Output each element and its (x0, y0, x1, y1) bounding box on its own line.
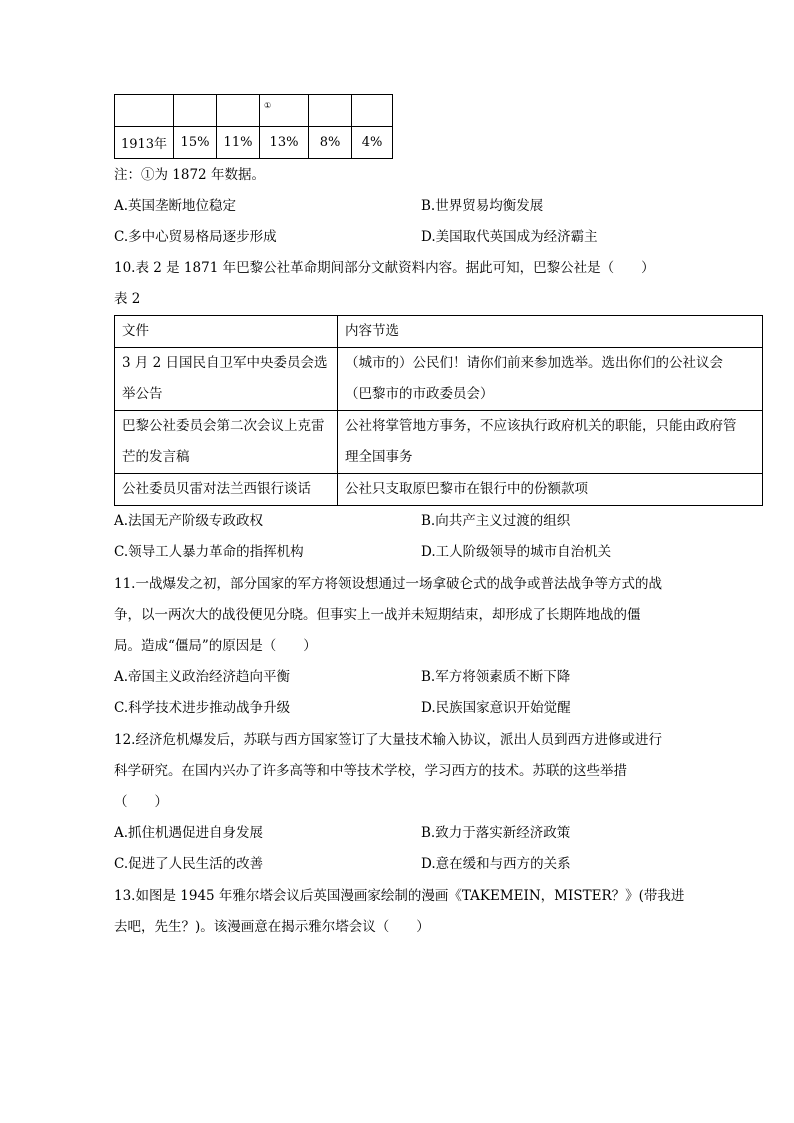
table-row (115, 127, 393, 159)
table-cell: 4% (352, 127, 393, 159)
q12-stem-line: （ ） (114, 794, 168, 810)
table-cell (115, 95, 174, 127)
q13-stem-line: 13.如图是 1945 年雅尔塔会议后英国漫画家绘制的漫画《TAKEMEIN，MISTER？》(带我进 (114, 888, 685, 904)
content-cell: 公社只支取原巴黎市在银行中的份额款项 (338, 474, 763, 506)
paris-commune-table (114, 315, 763, 506)
q12-option-a: A.抓住机遇促进自身发展 (114, 825, 264, 841)
q11-option-a: A.帝国主义政治经济趋向平衡 (114, 669, 291, 685)
table-cell (174, 95, 217, 127)
q11-option-b: B.军方将领素质不断下降 (421, 669, 571, 685)
table-cell: 15% (174, 127, 217, 159)
q10-option-b: B.向共产主义过渡的组织 (421, 513, 571, 529)
q9-option-b: B.世界贸易均衡发展 (421, 198, 544, 214)
table-cell (260, 95, 309, 127)
q10-option-a: A.法国无产阶级专政政权 (114, 513, 264, 529)
column-header-content: 内容节选 (338, 316, 763, 348)
table-cell: 8% (309, 127, 352, 159)
q12-stem-line: 12.经济危机爆发后，苏联与西方国家签订了大量技术输入协议，派出人员到西方进修或进行 (114, 732, 662, 748)
q12-option-b: B.致力于落实新经济政策 (421, 825, 571, 841)
q10-option-d: D.工人阶级领导的城市自治机关 (421, 544, 612, 560)
content-cell: 公社将掌管地方事务，不应该执行政府机关的职能，只能由政府管 理全国事务 (338, 411, 763, 474)
document-cell: 巴黎公社委员会第二次会议上克雷 芒的发言稿 (115, 411, 338, 474)
table-row (115, 474, 763, 506)
table-cell (352, 95, 393, 127)
q9-option-a: A.英国垄断地位稳定 (114, 198, 237, 214)
footnote-marker: ① (264, 100, 272, 110)
table-header-row (115, 316, 763, 348)
column-header-document: 文件 (115, 316, 338, 348)
table-row (115, 411, 763, 474)
table-cell: 1913年 (115, 127, 174, 159)
q13-stem-line: 去吧，先生？)。该漫画意在揭示雅尔塔会议（ ） (114, 919, 430, 935)
table-cell (217, 95, 260, 127)
q9-option-c: C.多中心贸易格局逐步形成 (114, 229, 277, 245)
q11-option-c: C.科学技术进步推动战争升级 (114, 700, 291, 716)
q11-stem-line: 局。造成“僵局”的原因是（ ） (114, 638, 317, 654)
table-cell: 11% (217, 127, 260, 159)
trade-share-table (114, 94, 393, 159)
q10-stem: 10.表 2 是 1871 年巴黎公社革命期间部分文献资料内容。据此可知，巴黎公社是（ ） (114, 260, 655, 276)
q12-stem-line: 科学研究。在国内兴办了许多高等和中等技术学校，学习西方的技术。苏联的这些举措 (114, 763, 627, 779)
q9-option-d: D.美国取代英国成为经济霸主 (421, 229, 598, 245)
document-cell: 3 月 2 日国民自卫军中央委员会选 举公告 (115, 348, 338, 411)
table-cell (309, 95, 352, 127)
table-row (115, 348, 763, 411)
table-note: 注：①为 1872 年数据。 (114, 167, 265, 183)
table-cell: 13% (260, 127, 309, 159)
q12-option-c: C.促进了人民生活的改善 (114, 856, 264, 872)
q12-option-d: D.意在缓和与西方的关系 (421, 856, 571, 872)
q11-stem-line: 11.一战爆发之初，部分国家的军方将领设想通过一场拿破仑式的战争或普法战争等方式的战 (114, 576, 662, 592)
q10-option-c: C.领导工人暴力革命的指挥机构 (114, 544, 304, 560)
table-row (115, 95, 393, 127)
q11-option-d: D.民族国家意识开始觉醒 (421, 700, 571, 716)
q11-stem-line: 争，以一两次大的战役便见分晓。但事实上一战并未短期结束，却形成了长期阵地战的僵 (114, 607, 641, 623)
document-cell: 公社委员贝雷对法兰西银行谈话 (115, 474, 338, 506)
table-label: 表 2 (114, 291, 141, 307)
content-cell: （城市的）公民们！请你们前来参加选举。选出你们的公社议会 （巴黎市的市政委员会） (338, 348, 763, 411)
